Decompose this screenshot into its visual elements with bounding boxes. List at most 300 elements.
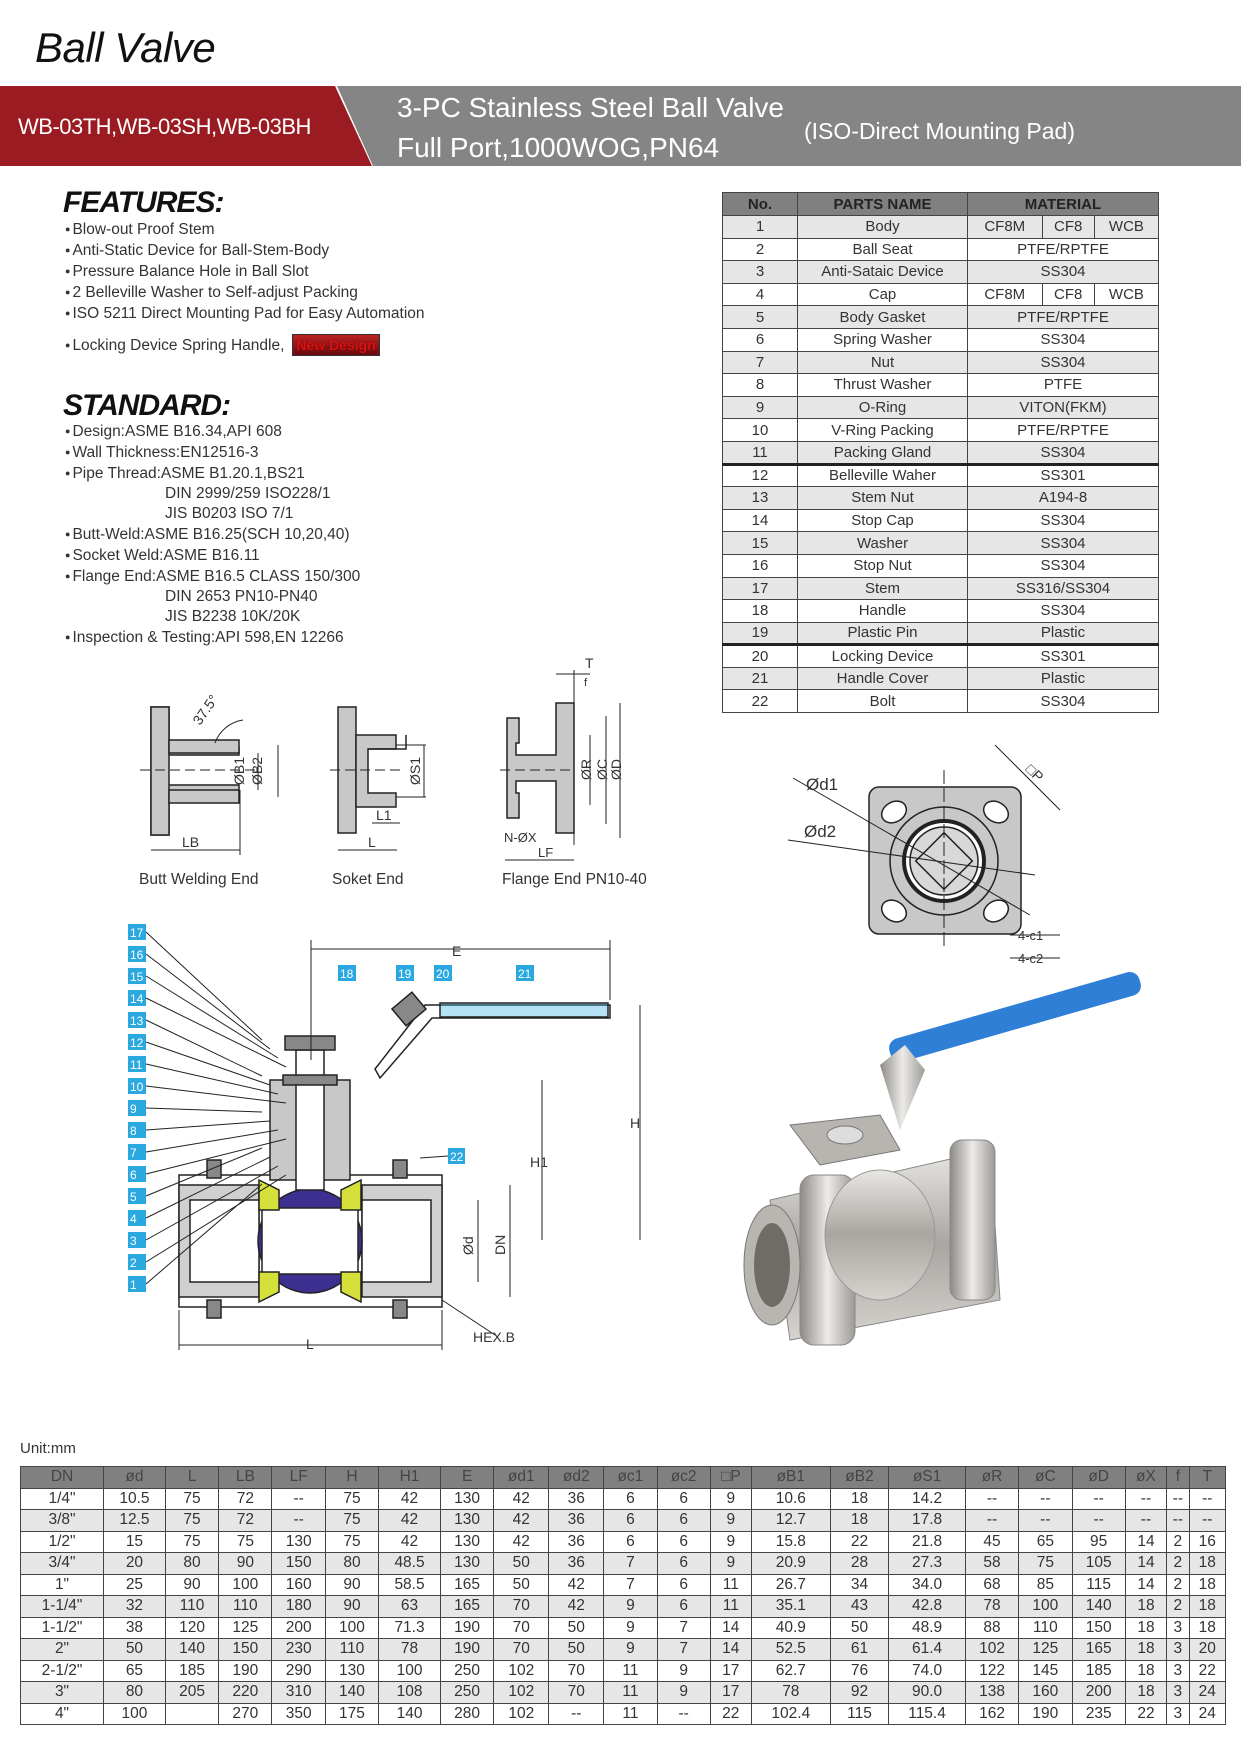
leader-line <box>146 1130 278 1152</box>
dim-cell: 17 <box>710 1682 751 1704</box>
dim-cell: 125 <box>1019 1639 1072 1661</box>
dim-cell: 90 <box>325 1574 378 1596</box>
dim-cell: 78 <box>965 1596 1018 1618</box>
dim-cell: 71.3 <box>379 1617 441 1639</box>
dim-cell: 165 <box>1072 1639 1125 1661</box>
dim-cell: 20 <box>104 1553 166 1575</box>
dim-cell: 40.9 <box>751 1617 830 1639</box>
dim-cell: 120 <box>165 1617 218 1639</box>
dim-cell: 100 <box>104 1703 166 1725</box>
leader-line <box>146 1121 270 1130</box>
dim-h-label: H <box>630 1115 641 1131</box>
dim-cell: 75 <box>165 1531 218 1553</box>
part-material: Plastic <box>968 622 1159 645</box>
product-rating: Full Port,1000WOG,PN64 <box>397 132 720 163</box>
dim-cell: -- <box>1019 1510 1072 1532</box>
dim-cell: 235 <box>1072 1703 1125 1725</box>
dim-cell: 22 <box>1125 1703 1166 1725</box>
dim-cell: 14.2 <box>889 1488 966 1510</box>
dim-cell: 125 <box>219 1617 272 1639</box>
dim-cell: 165 <box>440 1596 493 1618</box>
part-no: 15 <box>723 532 798 555</box>
dim-cell: 22 <box>830 1531 888 1553</box>
dim-cell: 220 <box>219 1682 272 1704</box>
dim-cell: 6 <box>604 1488 657 1510</box>
standard-line: ● Butt-Weld:ASME B16.25(SCH 10,20,40) <box>65 524 360 545</box>
dim-cell: 190 <box>219 1660 272 1682</box>
dim-cell: 2 <box>1167 1596 1189 1618</box>
dim-cell: 14 <box>710 1617 751 1639</box>
dim-cell: -- <box>1125 1488 1166 1510</box>
flange-f-label: f <box>584 677 588 689</box>
part-no: 2 <box>723 238 798 261</box>
dim-cell: 9 <box>710 1531 751 1553</box>
part-name: Belleville Waher <box>798 464 968 487</box>
dim-cell: 50 <box>104 1639 166 1661</box>
dim-cell: 160 <box>272 1574 325 1596</box>
dim-cell: 102 <box>494 1703 549 1725</box>
callout-14: 14 <box>130 992 144 1006</box>
dim-cell: 61.4 <box>889 1639 966 1661</box>
dim-cell: 20.9 <box>751 1553 830 1575</box>
flange-lf-label: LF <box>538 845 554 860</box>
dim-col-header: ød1 <box>494 1467 549 1489</box>
dim-cell: 12.5 <box>104 1510 166 1532</box>
callout-13: 13 <box>130 1014 144 1028</box>
part-material: A194-8 <box>968 487 1159 510</box>
dim-cell: 9 <box>657 1682 710 1704</box>
part-name: Spring Washer <box>798 328 968 351</box>
part-material: SS304 <box>968 509 1159 532</box>
callout-6: 6 <box>130 1168 137 1182</box>
callout-8: 8 <box>130 1124 137 1138</box>
dim-cell: 43 <box>830 1596 888 1618</box>
dim-cell: 14 <box>1125 1553 1166 1575</box>
dim-cell: 3 <box>1167 1639 1189 1661</box>
feature-item: ● Locking Device Spring Handle, <box>65 337 284 354</box>
product-note: (ISO-Direct Mounting Pad) <box>804 118 1075 144</box>
dim-cell: 7 <box>657 1639 710 1661</box>
dim-cell: 11 <box>710 1596 751 1618</box>
dim-cell: 11 <box>604 1682 657 1704</box>
iso-d1-label: Ød1 <box>806 775 839 794</box>
dim-col-header: øB1 <box>751 1467 830 1489</box>
model-numbers: WB-03TH,WB-03SH,WB-03BH <box>18 114 311 139</box>
dim-cell: 70 <box>549 1682 604 1704</box>
dim-col-header: øB2 <box>830 1467 888 1489</box>
dim-cell: 6 <box>657 1510 710 1532</box>
dim-cell: -- <box>1072 1488 1125 1510</box>
dim-cell: 18 <box>1189 1553 1225 1575</box>
dim-cell: 140 <box>165 1639 218 1661</box>
dim-cell: 100 <box>379 1660 441 1682</box>
dim-cell: 72 <box>219 1510 272 1532</box>
dim-cell: 6 <box>657 1553 710 1575</box>
dim-cell: 68 <box>965 1574 1018 1596</box>
part-name: Locking Device <box>798 645 968 668</box>
dim-cell: 90 <box>219 1553 272 1575</box>
dim-col-header: øD <box>1072 1467 1125 1489</box>
dim-cell: -- <box>272 1488 325 1510</box>
dim-cell: 50 <box>549 1639 604 1661</box>
dim-col-header: øc2 <box>657 1467 710 1489</box>
dim-cell: 102 <box>494 1682 549 1704</box>
dim-cell: 18 <box>1125 1660 1166 1682</box>
dim-cell: 138 <box>965 1682 1018 1704</box>
dimension-row <box>21 1510 1226 1532</box>
dim-col-header: H <box>325 1467 378 1489</box>
dim-cell: 130 <box>325 1660 378 1682</box>
iso-c1-label: 4-c1 <box>1018 928 1044 943</box>
dimension-row <box>21 1596 1226 1618</box>
part-name: Packing Gland <box>798 441 968 464</box>
dimension-row <box>21 1553 1226 1575</box>
dim-cell: 92 <box>830 1682 888 1704</box>
dim-cell: 185 <box>165 1660 218 1682</box>
dim-cell: 200 <box>1072 1682 1125 1704</box>
dim-cell: 250 <box>440 1660 493 1682</box>
dim-cell: 90.0 <box>889 1682 966 1704</box>
dim-cell: 74.0 <box>889 1660 966 1682</box>
dim-cell: -- <box>1019 1488 1072 1510</box>
dim-cell: 18 <box>1125 1682 1166 1704</box>
part-material: WCB <box>1094 216 1158 239</box>
dim-cell: 20 <box>1189 1639 1225 1661</box>
dim-cell: 10.5 <box>104 1488 166 1510</box>
part-no: 4 <box>723 283 798 306</box>
dim-cell: 18 <box>1125 1639 1166 1661</box>
dim-cell: 27.3 <box>889 1553 966 1575</box>
dim-cell: 190 <box>1019 1703 1072 1725</box>
part-material: PTFE/RPTFE <box>968 238 1159 261</box>
dim-cell: 110 <box>219 1596 272 1618</box>
dim-cell: 1-1/2" <box>21 1617 104 1639</box>
dim-cell: 130 <box>440 1553 493 1575</box>
dim-cell: 110 <box>325 1639 378 1661</box>
dim-cell: 80 <box>325 1553 378 1575</box>
dim-cell: 90 <box>165 1574 218 1596</box>
dim-cell: 36 <box>549 1488 604 1510</box>
dim-cell: 4" <box>21 1703 104 1725</box>
part-name: Thrust Washer <box>798 374 968 397</box>
valve-section-drawing <box>146 932 640 1350</box>
new-design-badge: New Design <box>292 334 379 356</box>
dim-cell: 18 <box>830 1488 888 1510</box>
dim-cell: 45 <box>965 1531 1018 1553</box>
callout-5: 5 <box>130 1190 137 1204</box>
features-heading: FEATURES: <box>63 186 224 219</box>
dimension-row <box>21 1617 1226 1639</box>
dim-cell: 9 <box>657 1660 710 1682</box>
dim-cell: 102.4 <box>751 1703 830 1725</box>
dim-cell: 280 <box>440 1703 493 1725</box>
dim-cell: 15.8 <box>751 1531 830 1553</box>
dimension-row <box>21 1660 1226 1682</box>
dim-cell: 95 <box>1072 1531 1125 1553</box>
dim-col-header: øX <box>1125 1467 1166 1489</box>
part-no: 8 <box>723 374 798 397</box>
part-material: PTFE <box>968 374 1159 397</box>
dim-cell: 3 <box>1167 1682 1189 1704</box>
part-no: 17 <box>723 577 798 600</box>
socket-l1-label: L1 <box>376 807 392 823</box>
dim-cell: 32 <box>104 1596 166 1618</box>
dim-cell: -- <box>1189 1510 1225 1532</box>
dim-cell: 9 <box>710 1488 751 1510</box>
dim-cell: 7 <box>604 1574 657 1596</box>
callout-4: 4 <box>130 1212 137 1226</box>
dim-cell: 17 <box>710 1660 751 1682</box>
dim-cell: 100 <box>1019 1596 1072 1618</box>
part-no: 21 <box>723 667 798 690</box>
dim-cell: 1-1/4" <box>21 1596 104 1618</box>
col-no: No. <box>723 193 798 216</box>
standard-line: ● Inspection & Testing:API 598,EN 12266 <box>65 627 360 648</box>
part-name: Nut <box>798 351 968 374</box>
part-name: Handle Cover <box>798 667 968 690</box>
callout-11: 11 <box>130 1058 143 1072</box>
dim-dn-label: DN <box>492 1234 508 1255</box>
dim-cell: 42 <box>379 1488 441 1510</box>
dim-cell: 2-1/2" <box>21 1660 104 1682</box>
dim-cell: 34 <box>830 1574 888 1596</box>
flange-end-caption: Flange End PN10-40 <box>502 871 647 888</box>
dim-cell: 75 <box>219 1531 272 1553</box>
dim-cell: 22 <box>710 1703 751 1725</box>
dim-cell: 230 <box>272 1639 325 1661</box>
dim-cell: -- <box>965 1510 1018 1532</box>
part-name: Cap <box>798 283 968 306</box>
part-material: CF8 <box>1042 283 1094 306</box>
dim-cell: 140 <box>1072 1596 1125 1618</box>
part-material: SS316/SS304 <box>968 577 1159 600</box>
product-title: 3-PC Stainless Steel Ball Valve <box>397 92 784 123</box>
dim-cell: 28 <box>830 1553 888 1575</box>
dim-cell: 175 <box>325 1703 378 1725</box>
part-no: 18 <box>723 600 798 623</box>
dim-cell: 36 <box>549 1553 604 1575</box>
part-no: 9 <box>723 396 798 419</box>
dim-cell: 10.6 <box>751 1488 830 1510</box>
dim-cell: 75 <box>165 1488 218 1510</box>
part-name: Washer <box>798 532 968 555</box>
dim-cell: 11 <box>710 1574 751 1596</box>
dim-cell: 75 <box>325 1510 378 1532</box>
feature-item: ● ISO 5211 Direct Mounting Pad for Easy Automation <box>65 303 425 324</box>
callout-18: 18 <box>340 967 354 981</box>
dim-cell: 108 <box>379 1682 441 1704</box>
dim-col-header: T <box>1189 1467 1225 1489</box>
callout-1: 1 <box>130 1278 137 1292</box>
part-material: SS304 <box>968 351 1159 374</box>
feature-item: ● Anti-Static Device for Ball-Stem-Body <box>65 240 425 261</box>
dim-cell: 12.7 <box>751 1510 830 1532</box>
dim-cell: -- <box>272 1510 325 1532</box>
dim-cell: 6 <box>657 1596 710 1618</box>
dim-cell: 6 <box>604 1531 657 1553</box>
callout-10: 10 <box>130 1080 144 1094</box>
callout-2: 2 <box>130 1256 137 1270</box>
dim-cell: 3 <box>1167 1660 1189 1682</box>
callout-15: 15 <box>130 970 144 984</box>
part-name: Stem <box>798 577 968 600</box>
dim-col-header: DN <box>21 1467 104 1489</box>
dim-cell: 205 <box>165 1682 218 1704</box>
dim-cell: 88 <box>965 1617 1018 1639</box>
part-material: CF8 <box>1042 216 1094 239</box>
part-no: 6 <box>723 328 798 351</box>
dim-cell: 70 <box>494 1617 549 1639</box>
dim-cell: 50 <box>549 1617 604 1639</box>
dim-cell: 50 <box>494 1574 549 1596</box>
dim-cell: 150 <box>1072 1617 1125 1639</box>
dim-h1-label: H1 <box>530 1154 548 1170</box>
dim-col-header: øC <box>1019 1467 1072 1489</box>
feature-item: ● Pressure Balance Hole in Ball Slot <box>65 261 425 282</box>
dim-cell: 3/8" <box>21 1510 104 1532</box>
dim-cell: 200 <box>272 1617 325 1639</box>
part-material: WCB <box>1094 283 1158 306</box>
dim-cell: -- <box>1072 1510 1125 1532</box>
dimension-row <box>21 1531 1226 1553</box>
socket-end-caption: Soket End <box>332 871 404 888</box>
part-no: 1 <box>723 216 798 239</box>
standard-line: JIS B0203 ISO 7/1 <box>165 505 294 522</box>
callout-9: 9 <box>130 1102 137 1116</box>
dim-cell: 50 <box>830 1617 888 1639</box>
dim-cell: 100 <box>219 1574 272 1596</box>
callout-17: 17 <box>130 926 144 940</box>
dim-cell: 11 <box>604 1660 657 1682</box>
dimension-table <box>20 1466 1226 1725</box>
dim-cell: 61 <box>830 1639 888 1661</box>
dim-d-label: Ød <box>460 1236 476 1255</box>
dim-cell: 3/4" <box>21 1553 104 1575</box>
standard-heading: STANDARD: <box>63 389 231 422</box>
dim-cell: 36 <box>549 1510 604 1532</box>
dim-cell: 78 <box>379 1639 441 1661</box>
dim-cell: 48.9 <box>889 1617 966 1639</box>
dim-cell: 18 <box>1125 1596 1166 1618</box>
part-material: CF8M <box>968 283 1043 306</box>
dim-cell: 70 <box>494 1596 549 1618</box>
dimension-row <box>21 1703 1226 1725</box>
part-name: O-Ring <box>798 396 968 419</box>
dim-cell: 110 <box>165 1596 218 1618</box>
dim-cell: 250 <box>440 1682 493 1704</box>
dim-cell: 162 <box>965 1703 1018 1725</box>
dim-cell: 80 <box>165 1553 218 1575</box>
part-material: SS304 <box>968 554 1159 577</box>
dim-cell: 18 <box>830 1510 888 1532</box>
socket-s1-label: ØS1 <box>407 756 423 785</box>
dim-cell: 62.7 <box>751 1660 830 1682</box>
dim-cell: 18 <box>1189 1617 1225 1639</box>
part-material: SS301 <box>968 464 1159 487</box>
part-name: Stem Nut <box>798 487 968 510</box>
callout-7: 7 <box>130 1146 137 1160</box>
col-parts-name: PARTS NAME <box>798 193 968 216</box>
dim-cell: 14 <box>1125 1574 1166 1596</box>
leader-line <box>146 954 270 1049</box>
callout-19: 19 <box>398 967 412 981</box>
part-material: Plastic <box>968 667 1159 690</box>
dim-cell: 48.5 <box>379 1553 441 1575</box>
dim-cell: 6 <box>657 1531 710 1553</box>
dim-cell: 70 <box>549 1660 604 1682</box>
dim-cell: 34.0 <box>889 1574 966 1596</box>
standard-line: JIS B2238 10K/20K <box>165 608 301 625</box>
dim-cell: 75 <box>325 1488 378 1510</box>
dim-cell: 75 <box>165 1510 218 1532</box>
dim-col-header: ød <box>104 1467 166 1489</box>
dim-cell: 185 <box>1072 1660 1125 1682</box>
callout-20: 20 <box>436 967 450 981</box>
dim-col-header: H1 <box>379 1467 441 1489</box>
dim-cell: 42 <box>379 1510 441 1532</box>
part-name: Handle <box>798 600 968 623</box>
butt-welding-caption: Butt Welding End <box>139 871 259 888</box>
dim-cell: 310 <box>272 1682 325 1704</box>
part-no: 19 <box>723 622 798 645</box>
socket-l-label: L <box>368 834 376 850</box>
dim-cell: 2 <box>1167 1574 1189 1596</box>
dim-col-header: f <box>1167 1467 1189 1489</box>
part-name: Plastic Pin <box>798 622 968 645</box>
iso-p-label: □P <box>1022 760 1047 785</box>
dim-cell: 42 <box>379 1531 441 1553</box>
part-material: SS304 <box>968 328 1159 351</box>
dim-cell: 3 <box>1167 1703 1189 1725</box>
part-no: 12 <box>723 464 798 487</box>
dimension-row <box>21 1488 1226 1510</box>
dim-cell: 9 <box>604 1596 657 1618</box>
dim-cell: 3 <box>1167 1617 1189 1639</box>
iso-d2-label: Ød2 <box>804 822 837 841</box>
dim-cell: 21.8 <box>889 1531 966 1553</box>
dim-cell: -- <box>549 1703 604 1725</box>
dim-cell: 130 <box>440 1510 493 1532</box>
dim-cell: 150 <box>219 1639 272 1661</box>
feature-item: ● 2 Belleville Washer to Self-adjust Packing <box>65 282 425 303</box>
dim-cell: 350 <box>272 1703 325 1725</box>
dim-cell: 6 <box>657 1574 710 1596</box>
flange-nx-label: N-ØX <box>504 830 537 845</box>
dim-cell: 75 <box>325 1531 378 1553</box>
dim-cell: -- <box>1125 1510 1166 1532</box>
dim-cell: -- <box>1167 1488 1189 1510</box>
dim-cell: 102 <box>965 1639 1018 1661</box>
part-material: PTFE/RPTFE <box>968 419 1159 442</box>
dim-cell: 9 <box>604 1639 657 1661</box>
dim-cell: 90 <box>325 1596 378 1618</box>
dim-cell: 145 <box>1019 1660 1072 1682</box>
dim-cell: 85 <box>1019 1574 1072 1596</box>
dim-cell: 24 <box>1189 1682 1225 1704</box>
dim-cell: 1/4" <box>21 1488 104 1510</box>
dim-col-header: øS1 <box>889 1467 966 1489</box>
dimension-row <box>21 1574 1226 1596</box>
dim-cell: 26.7 <box>751 1574 830 1596</box>
dim-cell: 11 <box>604 1703 657 1725</box>
dim-cell: -- <box>657 1703 710 1725</box>
dim-col-header: □P <box>710 1467 751 1489</box>
dim-cell: 24 <box>1189 1703 1225 1725</box>
dim-cell: 1/2" <box>21 1531 104 1553</box>
dim-cell: 25 <box>104 1574 166 1596</box>
flange-d-label: ØD <box>608 759 624 780</box>
dim-col-header: øR <box>965 1467 1018 1489</box>
